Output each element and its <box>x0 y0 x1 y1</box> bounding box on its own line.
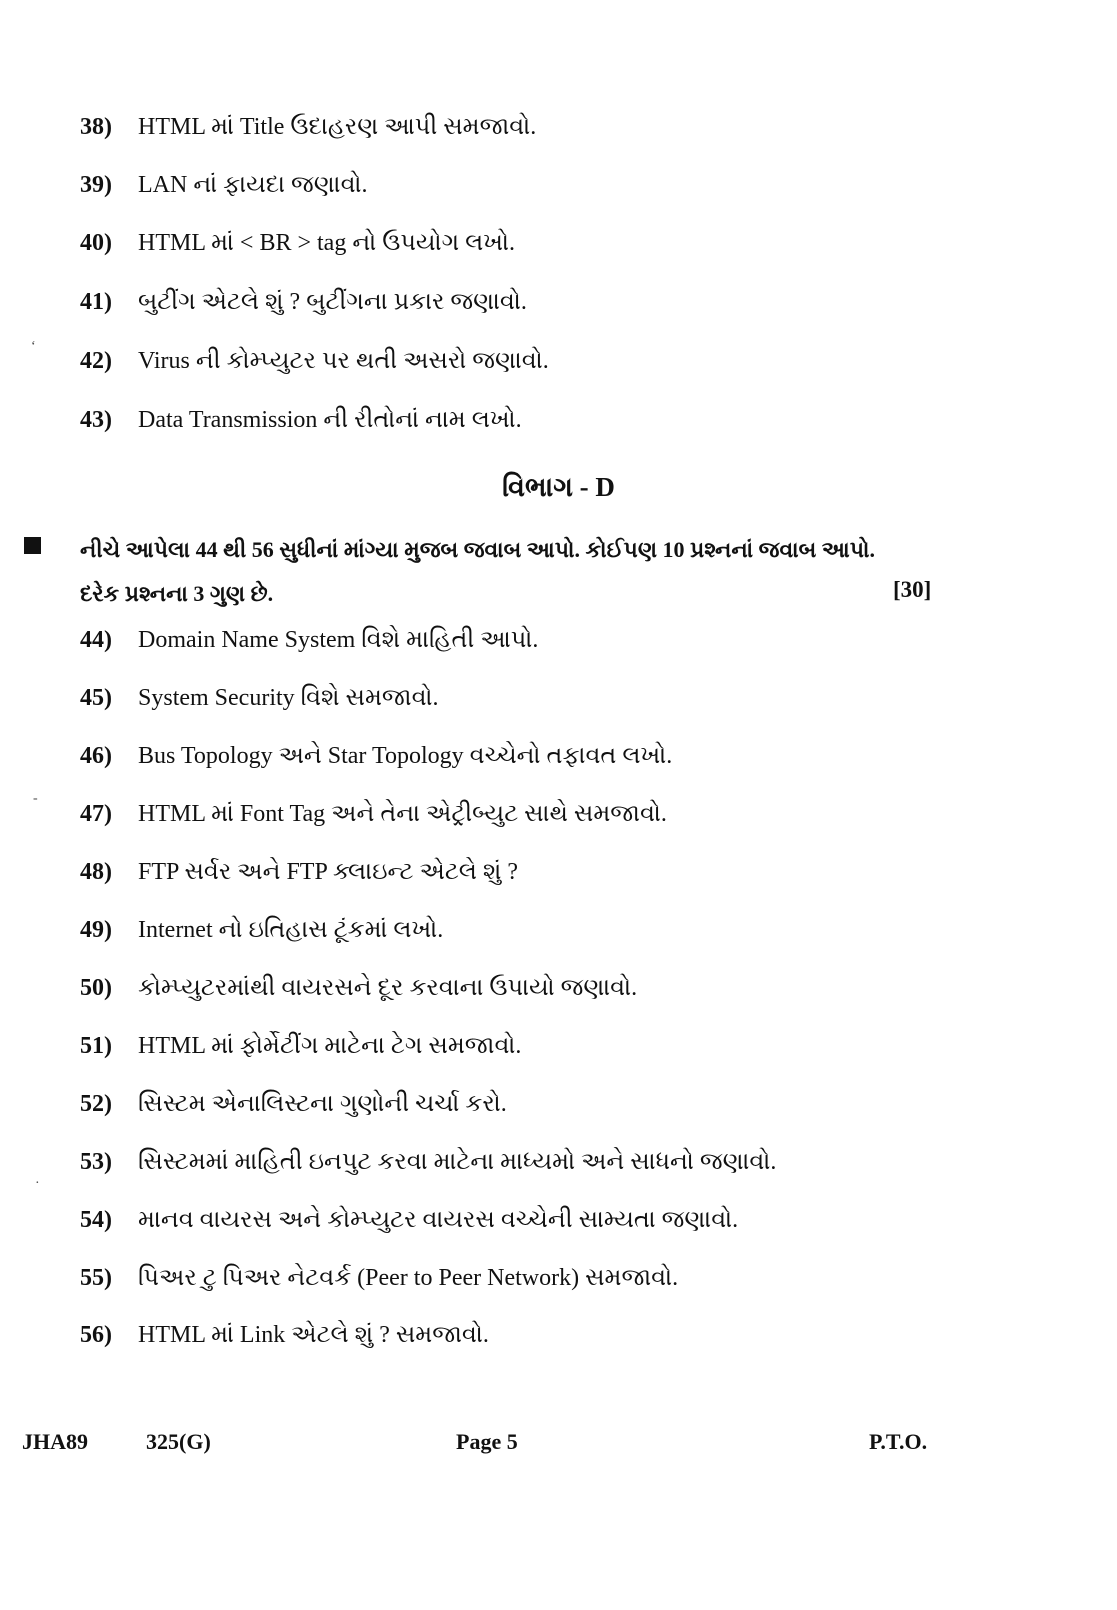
question-38 <box>80 112 536 142</box>
question-text: સિસ્ટમમાં માહિતી ઇનપુટ કરવા માટેના માધ્યમો અને સાધનો જણાવો. <box>138 1149 777 1175</box>
question-text: કોમ્પ્યુટરમાંથી વાયરસને દૂર કરવાના ઉપાયો જણાવો. <box>138 975 638 1001</box>
question-43 <box>80 405 522 435</box>
question-text: HTML માં < BR > tag નો ઉપયોગ લખો. <box>138 230 515 256</box>
question-number: 54) <box>80 1207 112 1233</box>
question-text: HTML માં Link એટલે શું ? સમજાવો. <box>138 1322 489 1348</box>
question-text: બુટીંગ એટલે શું ? બુટીંગના પ્રકાર જણાવો. <box>138 289 527 315</box>
footer-exam-code: JHA89 <box>22 1429 88 1454</box>
question-48 <box>80 857 518 887</box>
section-marks: [30] <box>893 577 932 602</box>
question-text: સિસ્ટમ એનાલિસ્ટના ગુણોની ચર્ચા કરો. <box>138 1091 507 1117</box>
bullet-square-icon <box>24 537 41 554</box>
question-number: 49) <box>80 917 112 943</box>
question-text: FTP સર્વર અને FTP ક્લાઇન્ટ એટલે શું ? <box>138 859 519 885</box>
question-text: માનવ વાયરસ અને કોમ્પ્યુટર વાયરસ વચ્ચેની સામ્યતા જણાવો. <box>138 1207 739 1233</box>
question-number: 52) <box>80 1091 112 1117</box>
question-number: 51) <box>80 1033 112 1059</box>
question-text: પિઅર ટુ પિઅર નેટવર્ક (Peer to Peer Network) સમજાવો. <box>138 1265 679 1291</box>
question-number: 40) <box>80 230 112 256</box>
question-text: Bus Topology અને Star Topology વચ્ચેનો તફાવત લખો. <box>138 743 673 769</box>
question-number: 43) <box>80 407 112 433</box>
question-number: 42) <box>80 348 112 374</box>
question-45 <box>80 683 439 713</box>
question-42 <box>80 346 549 376</box>
question-number: 39) <box>80 172 112 198</box>
question-40 <box>80 228 515 258</box>
question-text: HTML માં Title ઉદાહરણ આપી સમજાવો. <box>138 114 537 140</box>
question-text: Virus ની કોમ્પ્યુટર પર થતી અસરો જણાવો. <box>138 348 549 374</box>
question-number: 56) <box>80 1322 112 1348</box>
question-number: 50) <box>80 975 112 1001</box>
question-text: Internet નો ઇતિહાસ ટૂંકમાં લખો. <box>138 917 444 943</box>
question-41 <box>80 287 527 317</box>
question-52 <box>80 1089 507 1119</box>
question-39 <box>80 170 368 200</box>
question-47 <box>80 799 667 829</box>
section-heading: વિભાગ - D <box>502 472 615 502</box>
question-53 <box>80 1147 776 1177</box>
question-number: 55) <box>80 1265 112 1291</box>
question-51 <box>80 1031 521 1061</box>
question-50 <box>80 973 637 1003</box>
question-44 <box>80 625 538 655</box>
question-number: 47) <box>80 801 112 827</box>
question-number: 45) <box>80 685 112 711</box>
scan-speck: ‘ <box>31 339 36 354</box>
question-46 <box>80 741 672 771</box>
question-number: 38) <box>80 114 112 140</box>
footer-paper-code: 325(G) <box>146 1429 211 1454</box>
question-text: Domain Name System વિશે માહિતી આપો. <box>138 627 539 653</box>
scan-speck: · <box>35 1176 40 1191</box>
question-54 <box>80 1205 738 1235</box>
question-number: 46) <box>80 743 112 769</box>
question-text: LAN નાં ફાયદા જણાવો. <box>138 172 368 198</box>
question-text: Data Transmission ની રીતોનાં નામ લખો. <box>138 407 522 433</box>
footer-page-number: Page 5 <box>456 1429 518 1454</box>
scan-speck: - <box>33 791 38 806</box>
section-instruction: નીચે આપેલા 44 થી 56 સુધીનાં માંગ્યા મુજબ જવાબ આપો. કોઈપણ 10 પ્રશ્નનાં જવાબ આપો. દરેક પ્રશ્નના 3 ગુણ છે. <box>80 537 876 606</box>
question-55 <box>80 1263 678 1293</box>
question-49 <box>80 915 443 945</box>
question-text: HTML માં ફોર્મેટીંગ માટેના ટેગ સમજાવો. <box>138 1033 522 1059</box>
question-56 <box>80 1320 489 1350</box>
question-number: 48) <box>80 859 112 885</box>
footer-pto: P.T.O. <box>869 1429 928 1454</box>
question-number: 44) <box>80 627 112 653</box>
question-number: 53) <box>80 1149 112 1175</box>
question-text: System Security વિશે સમજાવો. <box>138 685 439 711</box>
question-number: 41) <box>80 289 112 315</box>
question-text: HTML માં Font Tag અને તેના એટ્રીબ્યુટ સાથે સમજાવો. <box>138 801 667 827</box>
